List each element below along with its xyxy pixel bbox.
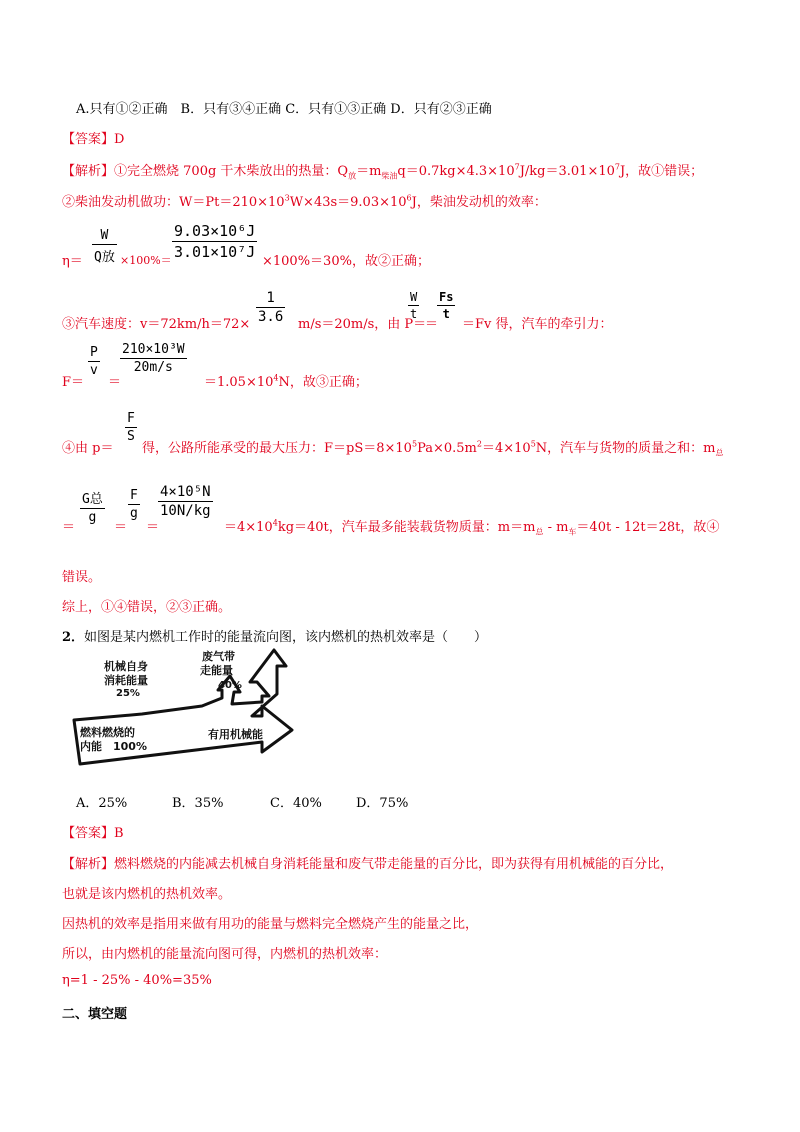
q2-answer: 【答案】B bbox=[62, 826, 124, 841]
q1-exp-line3-c: ＝ bbox=[425, 317, 439, 332]
label-exhaust-pct: 40% bbox=[218, 680, 242, 691]
eta-mid: ×100%＝ bbox=[120, 254, 172, 267]
q1-exp-line5-a: ④由 p＝ bbox=[62, 441, 114, 456]
q2-option-d: D．75% bbox=[356, 796, 409, 811]
q2-exp-line4: 所以，由内燃机的能量流向图可得，内燃机的热机效率： bbox=[62, 947, 388, 962]
q2-exp-line2: 也就是该内燃机的热机效率。 bbox=[62, 887, 232, 902]
q2-exp-line5: η=1 - 25% - 40%=35% bbox=[62, 973, 212, 988]
power-fraction-1: $\frac{W}{t}$ bbox=[410, 290, 418, 321]
label-fuel-2: 内能 100% bbox=[80, 740, 147, 753]
q1-exp-line7: 错误。 bbox=[62, 570, 102, 585]
q2-exp-line1: 【解析】燃料燃烧的内能减去机械自身消耗能量和废气带走能量的百分比，即为获得有用机械能的百分比， bbox=[62, 857, 674, 872]
q2-exp-line3: 因热机的效率是指用来做有用功的能量与燃料完全燃烧产生的能量之比， bbox=[62, 917, 479, 932]
eta-fraction-1: W Q放 bbox=[94, 228, 115, 265]
force-fraction-2: $\frac{\text{210×10³W}}{20m/s}$ bbox=[122, 342, 185, 375]
label-fuel-1: 燃料燃烧的 bbox=[80, 726, 135, 739]
mass-fraction-2: $\frac{F}{g}$ bbox=[130, 488, 138, 521]
q1-exp-line4-a: $=1.05\times 10^4N$，故③正确； bbox=[204, 373, 368, 390]
section-title: 二、填空题 bbox=[62, 1007, 128, 1022]
q1-exp-line6-eq3: ＝ bbox=[146, 520, 160, 535]
label-useful: 有用机械能 bbox=[208, 728, 263, 741]
eta-prefix: η＝ bbox=[62, 254, 83, 269]
q1-exp-line3-a: ③汽车速度：v＝72km/h＝72× bbox=[62, 317, 251, 332]
q1-exp-line2: ②柴油发动机做功：$W=Pt=210\times 10^3W\times 43s=9.03\times 10^6J$，柴油发动机的效率： bbox=[62, 193, 547, 210]
q1-exp-line8: 综上，①④错误，②③正确。 bbox=[62, 600, 232, 615]
q2-option-c: C．40% bbox=[270, 796, 322, 811]
label-mech-loss-1: 机械自身 bbox=[104, 660, 148, 673]
q1-exp-line4-eq: ＝ bbox=[108, 375, 122, 390]
q1-answer: 【答案】D bbox=[62, 132, 125, 147]
energy-flow-diagram bbox=[72, 648, 302, 770]
q1-exp-line5-b: 得，公路所能承受的最大压力：$F=pS=8\times 10^5Pa\times 0.5m^2=4\times 10^5N$，汽车与货物的质量之和：$m_总$ bbox=[142, 439, 724, 458]
q1-exp-line4-prefix: F＝ bbox=[62, 375, 85, 390]
label-mech-loss-pct: 25% bbox=[116, 688, 140, 699]
pressure-fraction: $\frac{F}{S}$ bbox=[127, 411, 135, 444]
q1-exp-line3-b: m/s＝20m/s，由 P＝ bbox=[298, 317, 427, 332]
force-fraction-1: $\frac{P}{v}$ bbox=[90, 345, 98, 378]
q2-option-b: B．35% bbox=[172, 796, 224, 811]
mass-fraction-1: G总 g bbox=[80, 488, 105, 525]
q2-option-a: A．25% bbox=[76, 796, 128, 811]
q1-exp-line6-eq1: ＝ bbox=[62, 520, 76, 535]
q1-exp-line6-a: $=4\times 10^4kg=40t$，汽车最多能装载货物质量：$m=m_总 - m_车=40t - 12t=28t$，故④ bbox=[224, 518, 720, 537]
q2-number: 2． bbox=[62, 630, 85, 645]
label-exhaust-1: 废气带 bbox=[202, 650, 235, 663]
q1-exp-line1: 【解析】①完全燃烧 700g 干木柴放出的热量：$Q_放=m_{柴油}q=0.7kg\times 4.3\times 10^7J/kg=3.01\times 10^7J$，故①错误； bbox=[62, 162, 704, 181]
eta-suffix: ×100%＝30%，故②正确； bbox=[262, 254, 430, 269]
exp-head: 【解析】 bbox=[62, 164, 115, 179]
exp-head: 【解析】 bbox=[62, 857, 115, 872]
speed-fraction: $\frac{1}{3.6}$ bbox=[258, 290, 284, 325]
power-fraction-2: $\frac{Fs}{t}$ bbox=[439, 290, 454, 321]
label-exhaust-2: 走能量 bbox=[200, 664, 233, 677]
q1-exp-line3-d: ＝Fv 得，汽车的牵引力： bbox=[462, 317, 613, 332]
q2-question: 2．如图是某内燃机工作时的能量流向图，该内燃机的热机效率是（ ） bbox=[62, 630, 488, 645]
eta-fraction-2: $\frac{\text{9.03×10⁶J}}{\text{3.01×10⁷J}}$ bbox=[174, 222, 256, 261]
q1-options: A.只有①②正确 B．只有③④正确 C．只有①③正确 D．只有②③正确 bbox=[76, 102, 492, 117]
label-mech-loss-2: 消耗能量 bbox=[104, 674, 148, 687]
q1-exp-line6-eq2: ＝ bbox=[114, 520, 128, 535]
mass-fraction-3: $\frac{\text{4×10⁵N}}{10N/kg}$ bbox=[160, 484, 211, 519]
